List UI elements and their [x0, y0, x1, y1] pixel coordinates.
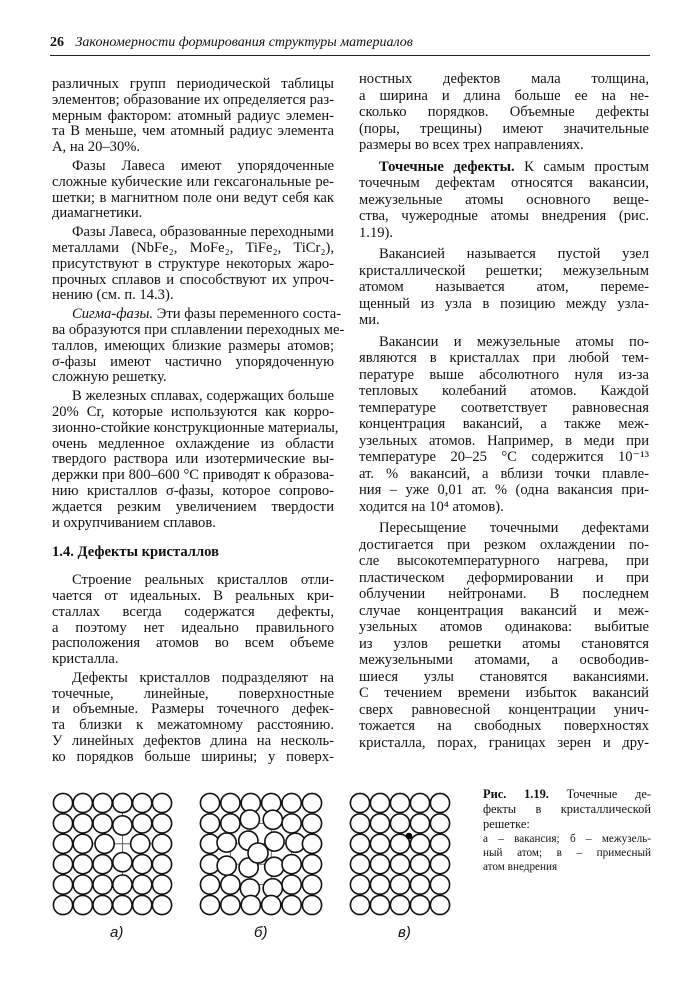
- line-text: температуре соответствует равновесная: [359, 399, 649, 416]
- line-text: та близки к межатомному расстоянию.: [52, 717, 334, 734]
- line-text: ходится на 10⁴ атомов).: [359, 498, 504, 515]
- text-line: [359, 433, 649, 450]
- text-line: [52, 652, 334, 668]
- line-text: 20% Cr, которые используются как корро-: [52, 403, 334, 420]
- atom-circle: [262, 895, 281, 914]
- line-text: мерным фактором: атомный радиус элемен-: [52, 107, 334, 124]
- text-line: [52, 671, 334, 687]
- caption-line: Точечные де-: [548, 787, 651, 801]
- text-line: [52, 405, 334, 421]
- atom-circle: [200, 875, 219, 894]
- line-text: расположения атомов во всем объеме: [52, 635, 334, 652]
- atom-circle: [282, 855, 301, 874]
- atom-circle: [221, 875, 240, 894]
- atom-circle: [73, 855, 92, 874]
- text-line: [52, 257, 334, 273]
- text-line: [359, 296, 649, 313]
- atom-circle: [53, 834, 72, 853]
- atom-circle: [302, 895, 321, 914]
- atom-circle: [430, 834, 449, 853]
- text-line: [359, 192, 649, 209]
- line-text: облучении нейтронами. В последнем: [359, 586, 649, 602]
- atom-circle: [113, 793, 132, 812]
- text-line: [52, 468, 334, 484]
- atom-circle: [350, 875, 369, 894]
- line-text: σ-фазы имеют частично упорядоченную: [52, 353, 334, 370]
- atom-circle: [200, 895, 219, 914]
- line-text: кристалла, порах, границах зерен и дру-: [359, 734, 649, 751]
- paragraph: [359, 159, 649, 242]
- caption-legend-line: атом внедрения: [483, 861, 558, 873]
- line-text: прочных сплавов и способствуют их упроч-: [52, 271, 334, 288]
- atom-circle: [73, 875, 92, 894]
- line-text: очень медленное охлаждение из области: [52, 435, 334, 452]
- atom-circle: [265, 832, 284, 851]
- line-text: сколько порядков. Объемные дефекты: [359, 104, 649, 120]
- text-line: [359, 383, 649, 400]
- atom-circle: [73, 834, 92, 853]
- atom-circle: [73, 895, 92, 914]
- text-line: [359, 570, 649, 587]
- left-column: [52, 76, 345, 769]
- paragraph: [359, 246, 649, 329]
- atom-circle: [263, 810, 282, 829]
- line-text: нию кристаллов σ-фазы, которое сопрово-: [52, 482, 334, 499]
- atom-circle: [241, 895, 260, 914]
- line-text: атомом называется атом, переме-: [359, 279, 649, 295]
- atom-circle: [152, 895, 171, 914]
- line-text: сложную решетку.: [52, 369, 167, 386]
- paragraph: [52, 388, 339, 531]
- caption-legend-line: ный атом; в – примесный: [483, 847, 651, 859]
- atom-circle: [133, 875, 152, 894]
- line-text: различных групп периодической таблицы: [52, 76, 334, 92]
- text-line: [359, 449, 649, 466]
- atom-circle: [152, 875, 171, 894]
- atom-circle: [93, 855, 112, 874]
- text-line: [359, 685, 649, 702]
- atom-circle: [390, 875, 409, 894]
- line-text: Вакансии и межузельные атомы по-: [379, 333, 649, 350]
- text-line: [359, 619, 649, 636]
- line-text: тожается на свободных поверхностях: [359, 718, 649, 734]
- atom-circle: [73, 814, 92, 833]
- figure-1-19: [40, 780, 480, 960]
- atom-circle: [217, 856, 236, 875]
- section-heading: 1.4. Дефекты кристаллов: [52, 544, 219, 561]
- line-text: ми.: [359, 312, 380, 328]
- atom-circle: [221, 895, 240, 914]
- text-line: [359, 466, 649, 483]
- text-line: [359, 246, 649, 263]
- text-line: [52, 605, 334, 621]
- interstitial-atom: [248, 843, 268, 863]
- text-line: [52, 77, 334, 93]
- text-line: [52, 718, 334, 734]
- text-line: [52, 573, 334, 589]
- line-text: нению (см. п. 14.3).: [52, 287, 174, 304]
- line-text: достигается при резком охлаждении по-: [359, 536, 649, 553]
- line-text: сталлах всегда содержатся дефекты,: [52, 603, 334, 620]
- caption-line: решетке:: [483, 817, 530, 831]
- text-line: [52, 734, 334, 750]
- line-text: и охрупчиванием сплавов.: [52, 514, 216, 531]
- atom-circle: [410, 855, 429, 874]
- line-text: зионно-стойкие конструкционные материалы,: [52, 419, 339, 436]
- line-text: кристаллической решетки; межузельным: [359, 262, 649, 279]
- line-text: В железных сплавах, содержащих больше: [72, 388, 334, 405]
- line-text: щенный из узла в позицию между узла-: [359, 295, 649, 312]
- atom-circle: [390, 895, 409, 914]
- text-line: [359, 603, 649, 620]
- left-text-after: [52, 573, 334, 766]
- line-text: У линейных дефектов длина на несколь-: [52, 733, 334, 750]
- atom-circle: [390, 855, 409, 874]
- atom-circle: [302, 814, 321, 833]
- atom-circle: [133, 855, 152, 874]
- line-text: а поэтому нет идеально правильного: [52, 619, 334, 636]
- atom-circle: [93, 814, 112, 833]
- text-line: [52, 589, 334, 605]
- text-line: [359, 367, 649, 384]
- text-line: [52, 191, 334, 207]
- text-line: [52, 124, 334, 140]
- line-text: К самым простым: [514, 158, 649, 175]
- line-text: а ширина и длина больше ее на не-: [359, 87, 649, 104]
- atom-circle: [410, 814, 429, 833]
- text-line: [359, 137, 649, 154]
- line-text: диамагнетики.: [52, 205, 143, 222]
- atom-circle: [302, 834, 321, 853]
- atom-circle: [217, 833, 236, 852]
- text-line: [359, 279, 649, 296]
- atom-circle: [133, 793, 152, 812]
- line-text: точечным дефектам относятся вакансии,: [359, 175, 649, 191]
- line-text: шетки; в магнитном поле они ведут себя как: [52, 189, 334, 206]
- atom-circle: [302, 855, 321, 874]
- atom-circle: [131, 834, 150, 853]
- atom-circle: [370, 834, 389, 853]
- text-line: [359, 718, 649, 735]
- text-line: [52, 484, 334, 500]
- paragraph: [359, 520, 649, 751]
- text-line: [52, 93, 334, 109]
- panel-label-c: в): [398, 924, 411, 941]
- atom-circle: [133, 814, 152, 833]
- text-line: [359, 121, 649, 138]
- text-line: [52, 175, 334, 191]
- atom-circle: [53, 793, 72, 812]
- atom-circle: [410, 834, 429, 853]
- line-text: сле высокотемпературного нагрева, при: [359, 553, 649, 569]
- text-line: [52, 389, 334, 405]
- atom-circle: [430, 895, 449, 914]
- atom-circle: [221, 793, 240, 812]
- text-line: [359, 416, 649, 433]
- caption-line: фекты в кристаллической: [483, 802, 651, 816]
- line-text: элементов; образование их определяется раз-: [52, 91, 334, 108]
- text-line: [52, 339, 334, 355]
- line-text: температуре 20–25 °С содержится 10⁻¹³: [359, 449, 649, 465]
- atom-circle: [370, 895, 389, 914]
- atom-circle: [113, 875, 132, 894]
- atom-circle: [93, 793, 112, 812]
- atom-circle: [53, 855, 72, 874]
- atom-circle: [370, 793, 389, 812]
- text-line: [52, 159, 334, 175]
- line-text: ко порядков больше ширины; у поверх-: [52, 748, 334, 765]
- line-text: ства, чужеродные атомы внедрения (рис.: [359, 208, 649, 224]
- line-text: и объемные. Размеры точечного дефек-: [52, 701, 334, 718]
- text-line: [359, 553, 649, 570]
- line-text: Дефекты кристаллов подразделяют на: [72, 669, 334, 686]
- text-line: [359, 702, 649, 719]
- text-line: [52, 288, 334, 304]
- atom-circle: [410, 895, 429, 914]
- atom-circle: [133, 895, 152, 914]
- atom-circle: [73, 793, 92, 812]
- atom-circle: [350, 793, 369, 812]
- paragraph: [52, 159, 334, 222]
- line-text: являются в кристаллах при любой тем-: [359, 350, 649, 366]
- right-text: [359, 71, 649, 751]
- line-text: шиеся узлы становятся вакансиями.: [359, 668, 649, 685]
- line-text: Строение реальных кристаллов отли-: [72, 572, 334, 589]
- line-text: А, на 20–30%.: [52, 139, 141, 156]
- text-line: [359, 636, 649, 653]
- atom-circle: [53, 814, 72, 833]
- atom-circle: [282, 793, 301, 812]
- text-line: [52, 687, 334, 703]
- atom-circle: [430, 855, 449, 874]
- text-line: [359, 175, 649, 192]
- paragraph: [52, 77, 334, 156]
- text-line: [52, 500, 334, 516]
- line-text: межузельными атомами, а освободив-: [359, 652, 649, 668]
- atom-circle: [152, 793, 171, 812]
- line-text: сверх равновесной концентрации унич-: [359, 701, 649, 718]
- text-line: [52, 225, 334, 241]
- line-text: Вакансией называется пустой узел: [379, 246, 649, 262]
- running-title: Закономерности формирования структуры материалов: [75, 35, 413, 50]
- line-text: твердого раствора или изотермические вы-: [52, 451, 334, 468]
- text-line: [52, 419, 339, 437]
- text-line: [359, 159, 649, 176]
- atom-circle: [95, 834, 114, 853]
- text-line: [52, 702, 334, 718]
- text-line: [359, 735, 649, 752]
- line-text: 1.19).: [359, 224, 394, 241]
- paragraph-lead: Точечные дефекты.: [379, 158, 515, 175]
- line-text: ностных дефектов мала толщина,: [359, 71, 649, 87]
- paragraph: [359, 334, 649, 516]
- text-line: [359, 71, 649, 88]
- line-text: случае концентрация вакансий и меж-: [359, 602, 649, 619]
- atom-circle: [113, 895, 132, 914]
- line-text: держки при 800–600 °С приводят к образова-: [52, 467, 334, 484]
- atom-circle: [350, 855, 369, 874]
- atom-circle: [302, 875, 321, 894]
- text-line: [359, 208, 649, 225]
- text-line: [359, 652, 649, 669]
- text-line: [359, 334, 649, 351]
- line-text: (поры, трещины) имеют значительные: [359, 120, 649, 137]
- line-text: узельных атомов. Например, в меди при: [359, 432, 649, 449]
- atom-circle: [410, 793, 429, 812]
- text-line: [359, 586, 649, 603]
- text-line: [359, 263, 649, 280]
- text-line: [52, 452, 334, 468]
- line-text: межузельные атомы основного веще-: [359, 191, 649, 208]
- line-text: тепловых колебаний атомов. Каждой: [359, 383, 649, 399]
- paragraph: [52, 306, 345, 386]
- text-line: [52, 636, 334, 652]
- text-line: [359, 482, 649, 499]
- line-text: точечные, линейные, поверхностные: [52, 685, 334, 702]
- line-text: пературе выше абсолютного нуля из-за: [359, 366, 649, 383]
- atom-circle: [410, 875, 429, 894]
- text-line: [359, 104, 649, 121]
- atom-circle: [221, 814, 240, 833]
- line-text: Эти фазы переменного соста-: [153, 306, 342, 323]
- page-number: 26: [50, 35, 64, 50]
- text-line: [359, 520, 649, 537]
- text-line: [52, 621, 334, 637]
- line-text: ва образуются при сплавлении переходных ме-: [52, 321, 345, 338]
- line-text: Пересыщение точечными дефектами: [379, 520, 649, 536]
- line-text: из узлов решетки атомы становятся: [359, 635, 649, 652]
- line-text: концентрация вакансий, а также меж-: [359, 416, 649, 432]
- left-text-before: [52, 76, 345, 531]
- line-text: ния – уже 0,01 ат. % (одна вакансия при-: [359, 482, 649, 498]
- paragraph: [359, 71, 649, 154]
- text-line: [52, 306, 342, 323]
- line-text: кристалла.: [52, 651, 119, 668]
- text-line: [359, 499, 649, 516]
- text-line: [52, 273, 334, 289]
- atom-circle: [370, 855, 389, 874]
- paragraph-lead: Сигма-фазы.: [72, 306, 154, 323]
- atom-circle: [370, 875, 389, 894]
- text-line: [52, 437, 334, 453]
- right-column: [359, 71, 649, 756]
- text-line: [52, 140, 334, 156]
- line-text: размеры во всех трех направлениях.: [359, 137, 584, 153]
- panel-label-b: б): [254, 924, 268, 941]
- line-text: ждается резким увеличением твердости: [52, 498, 334, 515]
- atom-circle: [350, 814, 369, 833]
- atom-circle: [350, 895, 369, 914]
- text-line: [359, 537, 649, 554]
- line-text: чается от идеальных. В реальных кри-: [52, 587, 334, 604]
- line-text: присутствуют в структуре некоторых жаро-: [52, 255, 334, 272]
- atom-circle: [200, 793, 219, 812]
- text-line: [52, 241, 334, 257]
- atom-circle: [282, 895, 301, 914]
- text-line: [359, 350, 649, 367]
- atom-circle: [53, 875, 72, 894]
- atom-circle: [370, 814, 389, 833]
- line-text: та В меньше, чем атомный радиус элемента: [52, 123, 334, 140]
- atom-circle: [152, 814, 171, 833]
- atom-circle: [113, 816, 132, 835]
- text-line: [359, 400, 649, 417]
- line-text: таллов, имеющих близкие размеры атомов;: [52, 337, 334, 354]
- caption-lead: Рис. 1.19.: [483, 787, 549, 801]
- running-header: [50, 35, 650, 56]
- line-text: сложные кубические или гексагональные ре-: [52, 173, 334, 190]
- figure-caption: [483, 787, 651, 874]
- atom-circle: [390, 814, 409, 833]
- atom-circle: [240, 810, 259, 829]
- text-line: [359, 88, 649, 105]
- atom-circle: [152, 834, 171, 853]
- atom-circle: [282, 875, 301, 894]
- text-line: [359, 312, 649, 329]
- text-line: [52, 321, 345, 339]
- paragraph: [52, 573, 334, 668]
- atom-circle: [430, 875, 449, 894]
- atom-circle: [113, 853, 132, 872]
- line-text: металлами (NbFe₂, MoFe₂, TiFe₂, TiCr₂),: [52, 239, 334, 256]
- line-text: Фазы Лавеса, образованные переходными: [72, 224, 334, 241]
- atom-circle: [350, 834, 369, 853]
- line-text: Фазы Лавеса имеют упорядоченные: [72, 157, 334, 174]
- caption-legend-line: а – вакансия; б – межузель-: [483, 833, 651, 845]
- atom-circle: [282, 814, 301, 833]
- text-line: [52, 206, 334, 222]
- atom-circle: [152, 855, 171, 874]
- text-line: [52, 109, 334, 125]
- line-text: С течением времени избыток вакансий: [359, 685, 649, 701]
- atom-circle: [93, 895, 112, 914]
- text-line: [52, 750, 334, 766]
- atom-circle: [302, 793, 321, 812]
- text-line: [52, 355, 334, 371]
- text-line: [52, 370, 334, 386]
- atom-circle: [93, 875, 112, 894]
- text-line: [359, 225, 649, 242]
- atom-circle: [265, 857, 284, 876]
- panel-label-a: а): [110, 924, 124, 941]
- atom-circle: [200, 814, 219, 833]
- atom-circle: [430, 793, 449, 812]
- atom-circle: [390, 793, 409, 812]
- paragraph: [52, 225, 334, 304]
- line-text: узельных атомов одинакова: выбитые: [359, 619, 649, 635]
- text-line: [359, 669, 649, 686]
- line-text: пластическом деформировании и при: [359, 569, 649, 586]
- atom-circle: [430, 814, 449, 833]
- atom-circle: [53, 895, 72, 914]
- impurity-atom: [406, 833, 413, 840]
- line-text: ат. % вакансий, а вблизи точки плавле-: [359, 465, 649, 482]
- paragraph: [52, 671, 334, 766]
- text-line: [52, 516, 334, 532]
